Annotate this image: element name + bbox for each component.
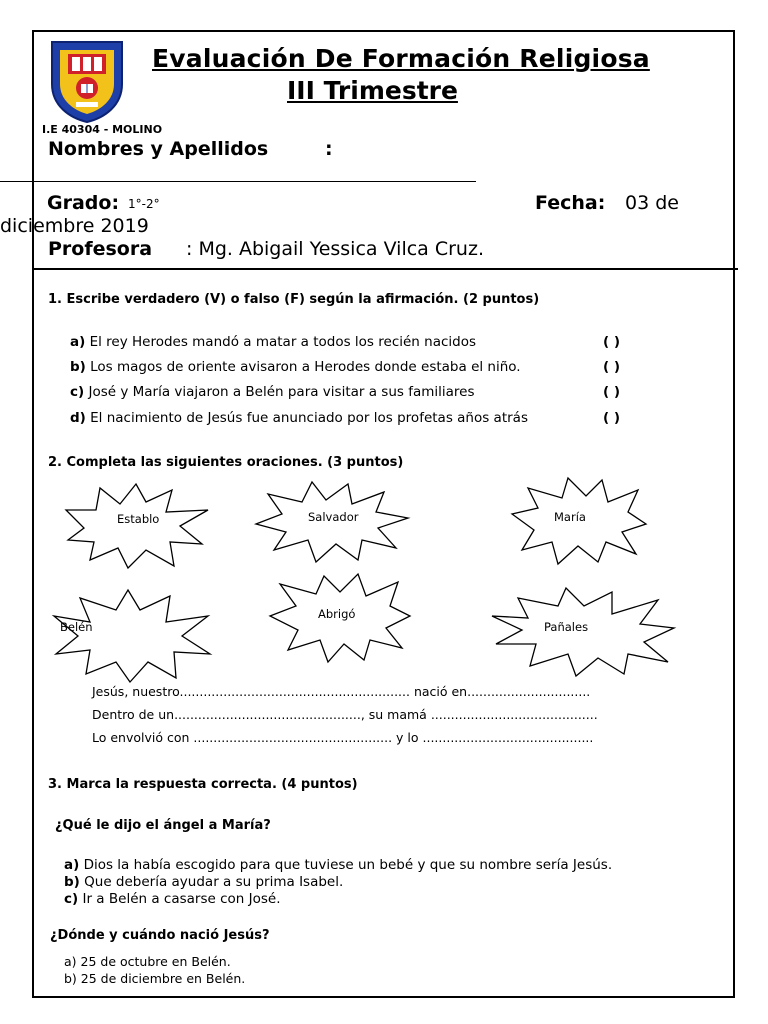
sentence-1[interactable]: Jesús, nuestro.......................................................... nació en............................... [92,684,591,699]
school-name: I.E 40304 - MOLINO [42,123,163,136]
tf-answer-c[interactable]: ( ) [603,384,621,400]
question-1: ¿Qué le dijo el ángel a María? [55,818,271,833]
section1-heading: 1. Escribe verdadero (V) o falso (F) según la afirmación. (2 puntos) [48,292,540,307]
date-value-2: diciembre 2019 [0,215,149,237]
word-burst-belen [50,586,214,684]
school-logo [46,36,128,124]
question-2: ¿Dónde y cuándo nació Jesús? [50,928,270,943]
q1-option-b[interactable]: b) Que debería ayudar a su prima Isabel. [64,874,344,890]
section3-heading: 3. Marca la respuesta correcta. (4 puntos) [48,777,358,792]
section2-heading: 2. Completa las siguientes oraciones. (3 puntos) [48,455,404,470]
teacher-label: Profesora [48,238,153,260]
tf-item-b: b) Los magos de oriente avisaron a Herodes donde estaba el niño. [70,359,521,375]
header-divider [32,268,738,270]
sentence-2[interactable]: Dentro de un..............................................., su mamá .......................................... [92,707,598,722]
tf-answer-d[interactable]: ( ) [603,410,621,426]
tf-answer-b[interactable]: ( ) [603,359,621,375]
tf-answer-a[interactable]: ( ) [603,334,621,350]
word-panales: Pañales [544,620,589,634]
names-blank-line [0,181,476,182]
tf-item-d: d) El nacimiento de Jesús fue anunciado por los profetas años atrás [70,410,528,426]
date-value-1: 03 de [625,192,679,214]
tf-item-c: c) José y María viajaron a Belén para visitar a sus familiares [70,384,475,400]
q1-option-a[interactable]: a) Dios la había escogido para que tuviese un bebé y que su nombre sería Jesús. [64,857,613,873]
teacher-value: : Mg. Abigail Yessica Vilca Cruz. [186,238,484,260]
grade-label: Grado: [47,192,120,214]
names-label: Nombres y Apellidos [48,138,269,160]
q1-option-c[interactable]: c) Ir a Belén a casarse con José. [64,891,281,907]
word-maria: María [554,510,586,524]
q2-option-a[interactable]: a) 25 de octubre en Belén. [64,954,231,969]
q2-option-b[interactable]: b) 25 de diciembre en Belén. [64,971,246,986]
document-title: Evaluación De Formación Religiosa [152,44,650,73]
word-belen: Belén [60,620,93,634]
word-salvador: Salvador [308,510,359,524]
grade-value: 1°-2° [128,197,160,211]
names-colon: : [325,138,333,160]
word-establo: Establo [117,512,160,526]
word-abrigo: Abrigó [318,607,356,621]
date-label: Fecha: [535,192,606,214]
tf-item-a: a) El rey Herodes mandó a matar a todos los recién nacidos [70,334,477,350]
sentence-3[interactable]: Lo envolvió con .................................................. y lo ........................................... [92,730,594,745]
document-subtitle: III Trimestre [287,76,458,105]
